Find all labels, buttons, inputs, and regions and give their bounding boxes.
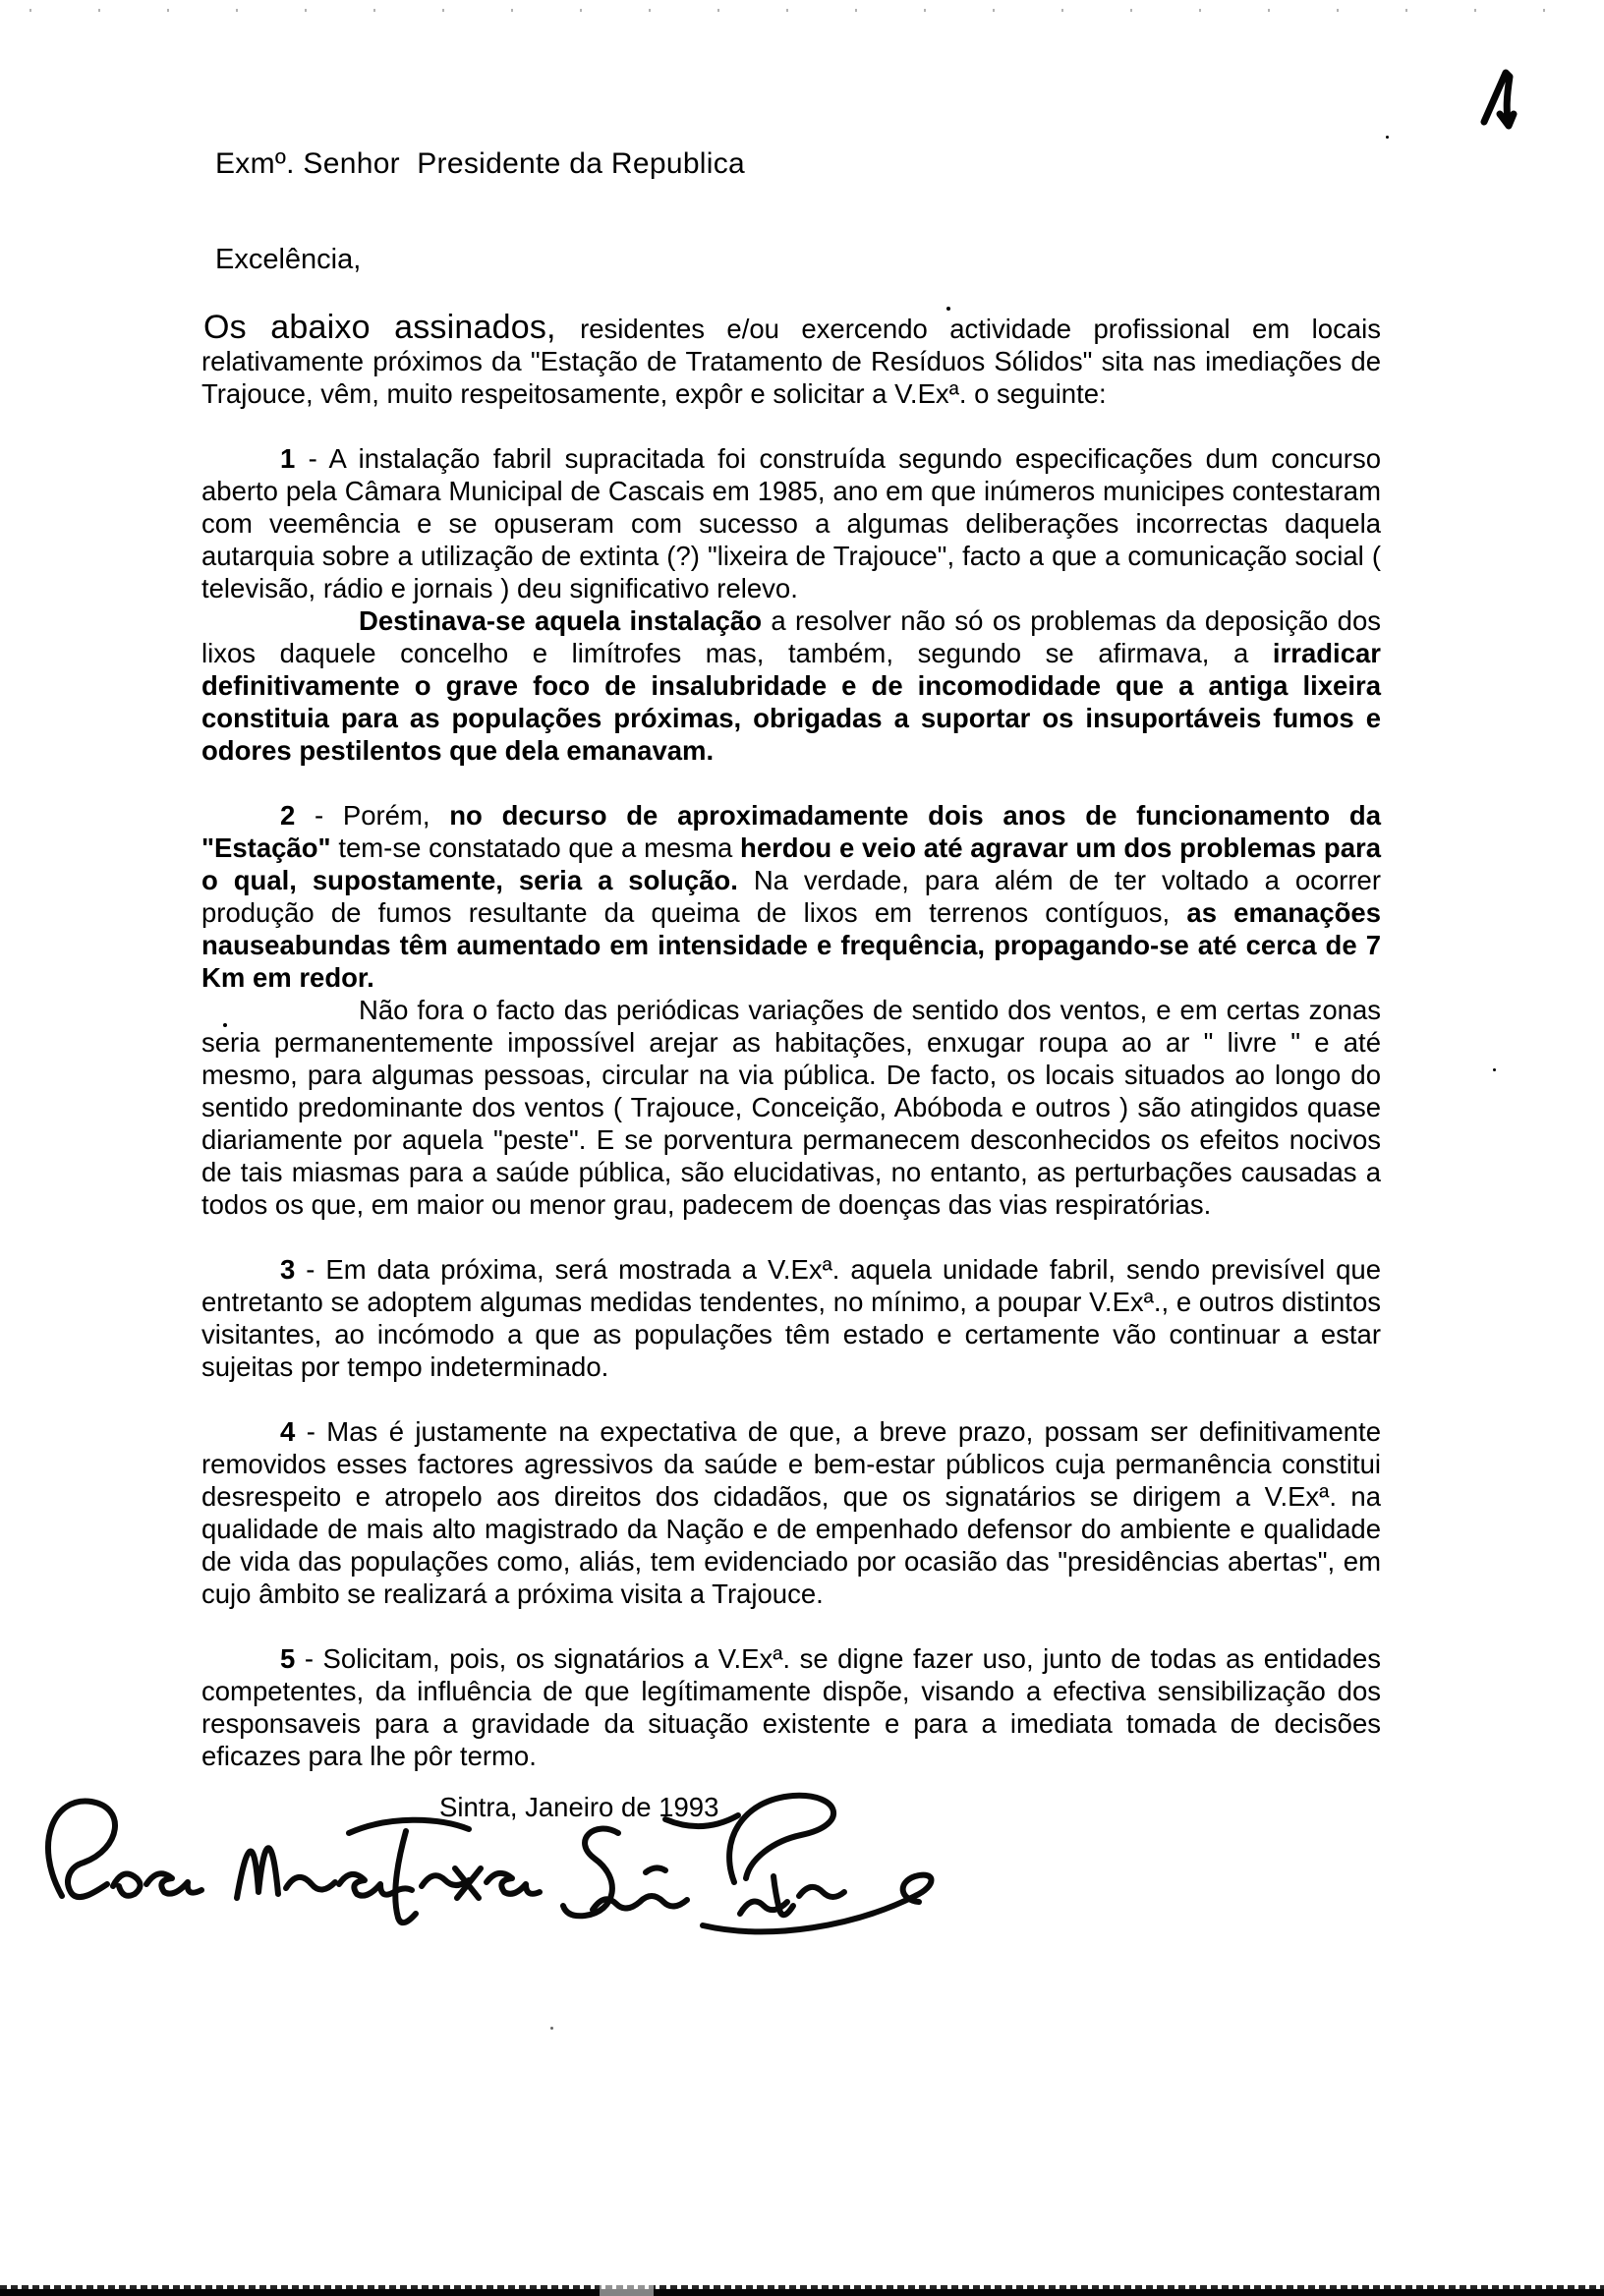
addressee-line: Exmº. Senhor Presidente da Republica	[215, 147, 746, 180]
paragraph-1-continuation: Destinava-se aquela instalação a resolver não só os problemas da deposição dos lixos daquele concelho e limítrofes mas, também, segundo se afirmava, a irradicar definitivamente o grave foco de insalubridade e de incomodidade que a antiga lixeira constituia para as populações próximas, obrigadas a suportar os insuportáveis fumos e odores pestilentos que dela emanavam.	[201, 605, 1381, 766]
paragraph-5: 5 - Solicitam, pois, os signatários a V.Exª. se digne fazer uso, junto de todas as entidades competentes, da influência de que legítimamente dispõe, visando a efectiva sensibilização dos responsaveis para a gravidade da situação existente e para a imediata tomada de decisões eficazes para lhe pôr termo.	[201, 1643, 1381, 1771]
handwritten-page-number	[1476, 65, 1519, 136]
letter-body	[201, 147, 1381, 1995]
opening-paragraph	[201, 309, 1381, 410]
scan-artifact-bar	[0, 2289, 1604, 2296]
scan-speck	[946, 307, 950, 311]
scan-speck	[550, 2027, 553, 2030]
scan-noise-top	[29, 9, 1575, 12]
salutation: Excelência,	[215, 244, 362, 275]
paragraph-3: 3 - Em data próxima, será mostrada a V.Exª. aquela unidade fabril, sendo previsível que entretanto se adoptem algumas medidas tendentes, no mínimo, a poupar V.Exª., e outros distintos visitantes, ao incómodo a que as populações têm estado e certamente vão continuar a estar sujeitas por tempo indeterminado.	[201, 1254, 1381, 1382]
scan-speck	[1386, 136, 1389, 139]
opening-rest: residentes e/ou exercendo actividade profissional em locais relativamente próximos da "Estação de Tratamento de Resíduos Sólidos" sita nas imediações de Trajouce, vêm, muito respeitosamente, expôr e solicitar a V.Exª. o seguinte:	[201, 314, 1381, 409]
dateline: Sintra, Janeiro de 1993	[439, 1792, 719, 1822]
paragraph-2: 2 - Porém, no decurso de aproximadamente dois anos de funcionamento da "Estação" tem-se constatado que a mesma herdou e veio até agravar um dos problemas para o qual, supostamente, seria a solução. Na verdade, para além de ter voltado a ocorrer produção de fumos resultante da queima de lixos em terrenos contíguos, as emanações nauseabundas têm aumentado em intensidade e frequência, propagando-se até cerca de 7 Km em redor.	[201, 800, 1382, 993]
closing-block	[201, 1792, 1381, 1995]
paragraph-2-continuation: Não fora o facto das periódicas variações de sentido dos ventos, e em certas zonas seria permanentemente impossível arejar as habitações, enxugar roupa ao ar " livre " e até mesmo, para algumas pessoas, circular na via pública. De facto, os locais situados ao longo do sentido predominante dos ventos ( Trajouce, Conceição, Abóboda e outros ) são atingidos quase diariamente por aquela "peste". E se porventura permanecem desconhecidos os efeitos nocivos de tais miasmas para a saúde pública, são elucidativas, no entanto, as perturbações causadas a todos os que, em maior ou menor grau, padecem de doenças das vias respiratórias.	[201, 995, 1381, 1220]
paragraph-4: 4 - Mas é justamente na expectativa de que, a breve prazo, possam ser definitivamente removidos esses factores agressivos da saúde e bem-estar públicos cuja permanência constitui desrespeito e atropelo aos direitos dos cidadãos, que os signatários se dirigem a V.Exª. na qualidade de mais alto magistrado da Nação e de empenhado defensor do ambiente e qualidade de vida das populações como, aliás, tem evidenciado por ocasião das "presidências abertas", em cujo âmbito se realizará a próxima visita a Trajouce.	[201, 1416, 1381, 1609]
opening-lead: Os abaixo assinados,	[203, 309, 581, 346]
paragraph-1: 1 - A instalação fabril supracitada foi construída segundo especificações dum concurso aberto pela Câmara Municipal de Cascais em 1985, ano em que inúmeros municipes contestaram com veemência e se opuseram com sucesso a algumas deliberações incorrectas daquela autarquia sobre a utilização de extinta (?) "lixeira de Trajouce", facto a que a comunicação social ( televisão, rádio e jornais ) deu significativo relevo.	[201, 443, 1381, 603]
scan-artifact-gap	[600, 2284, 654, 2296]
scan-speck	[223, 1023, 227, 1027]
scan-speck	[1493, 1068, 1496, 1071]
